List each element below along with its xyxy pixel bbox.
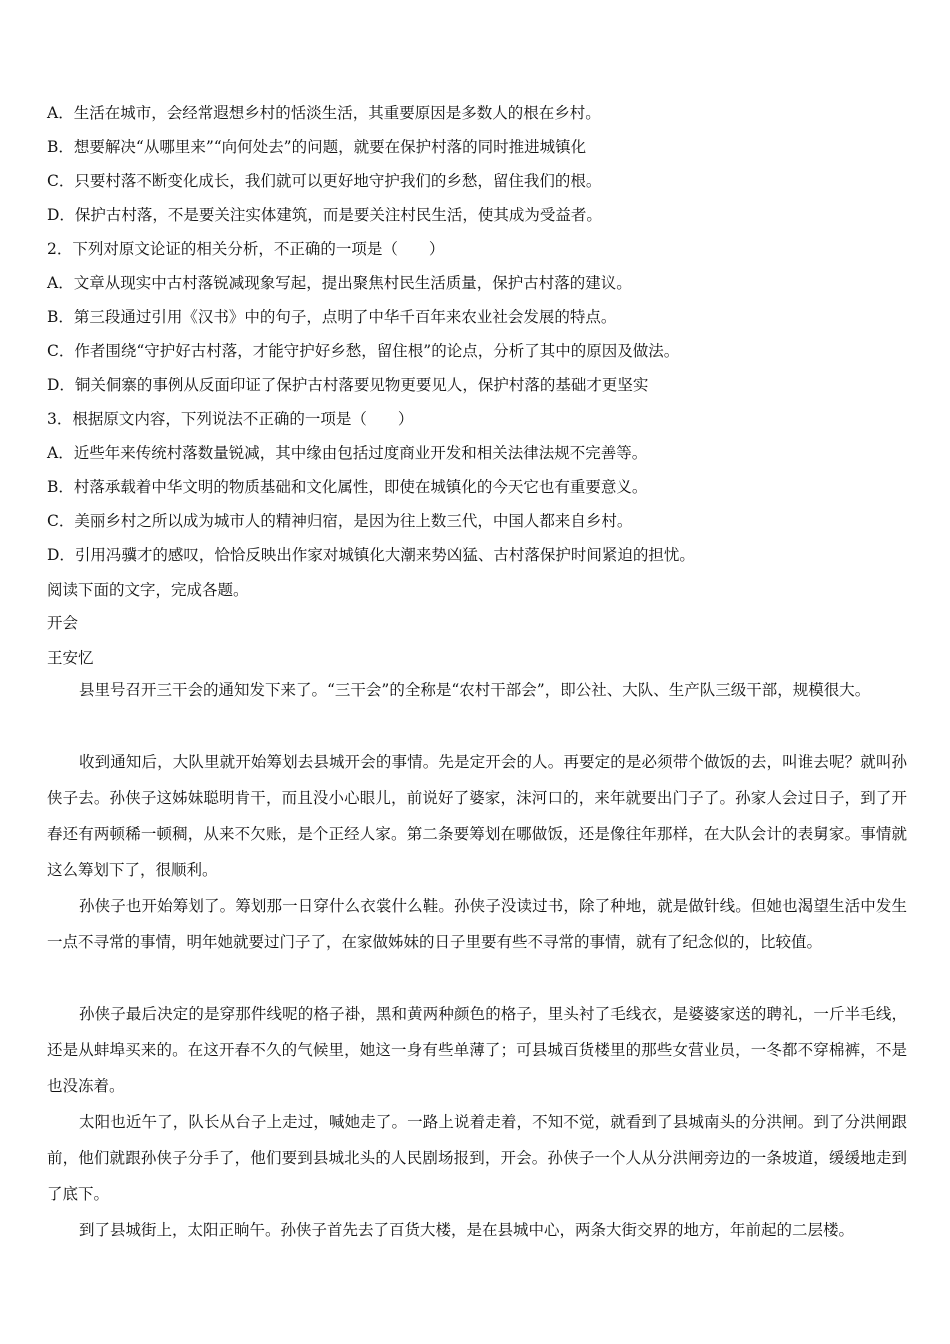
q1-option-d: D．保护古村落，不是要关注实体建筑，而是要关注村民生活，使其成为受益者。 [47,206,602,224]
q3-stem: 3．根据原文内容，下列说法不正确的一项是（ ） [47,410,414,428]
q3-option-b: B．村落承载着中华文明的物质基础和文化属性，即使在城镇化的今天它也有重要意义。 [47,478,648,496]
reading-paragraph: 收到通知后，大队里就开始筹划去县城开会的事情。先是定开会的人。再要定的是必须带个做饭的去，叫谁去呢？就叫孙侠子去。孙侠子这姊妹聪明肯干，而且没小心眼儿，前说好了婆家，沫河口的，来年就要出门子了。孙家人会过日子，到了开春还有两顿稀一顿稠，从来不欠账，是个正经人家。第二条要筹划在哪做饭，还是像往年那样，在大队会计的表舅家。事情就这么筹划下了，很顺利。 [47,753,907,879]
q2-option-d: D．铜关侗寨的事例从反面印证了保护古村落要见物更要见人，保护村落的基础才更坚实 [47,376,649,394]
reading-instruction: 阅读下面的文字，完成各题。 [47,581,249,599]
reading-paragraph: 孙侠子最后决定的是穿那件线呢的格子褂，黑和黄两种颜色的格子，里头衬了毛线衣，是婆婆家送的聘礼，一斤半毛线，还是从蚌埠买来的。在这开春不久的气候里，她这一身有些单薄了；可县城百货楼里的那些女营业员，一冬都不穿棉裤，不是也没冻着。 [47,1005,907,1095]
q3-option-c: C．美丽乡村之所以成为城市人的精神归宿，是因为往上数三代，中国人都来自乡村。 [47,512,633,530]
q3-option-a: A．近些年来传统村落数量锐减，其中缘由包括过度商业开发和相关法律法规不完善等。 [47,444,648,462]
q2-option-a: A．文章从现实中古村落锐减现象写起，提出聚焦村民生活质量，保护古村落的建议。 [47,274,632,292]
q1-option-b: B．想要解决“从哪里来”“向何处去”的问题，就要在保护村落的同时推进城镇化 [47,138,587,156]
q1-option-c: C．只要村落不断变化成长，我们就可以更好地守护我们的乡愁，留住我们的根。 [47,172,602,190]
reading-paragraph: 孙侠子也开始筹划了。筹划那一日穿什么衣裳什么鞋。孙侠子没读过书，除了种地，就是做针线。但她也渴望生活中发生一点不寻常的事情，明年她就要过门子了，在家做姊妹的日子里要有些不寻常的事情，就有了纪念似的，比较值。 [47,897,907,951]
reading-paragraph: 到了县城街上，太阳正晌午。孙侠子首先去了百货大楼，是在县城中心，两条大街交界的地方，年前起的二层楼。 [79,1221,855,1239]
q1-option-a: A．生活在城市，会经常遐想乡村的恬淡生活，其重要原因是多数人的根在乡村。 [47,104,601,122]
q2-stem: 2．下列对原文论证的相关分析，不正确的一项是（ ） [47,240,445,258]
reading-paragraph: 太阳也近午了，队长从台子上走过，喊她走了。一路上说着走着，不知不觉，就看到了县城南头的分洪闸。到了分洪闸跟前，他们就跟孙侠子分手了，他们要到县城北头的人民剧场报到，开会。孙侠子一个人从分洪闸旁边的一条坡道，缓缓地走到了底下。 [47,1113,907,1203]
q2-option-b: B．第三段通过引用《汉书》中的句子，点明了中华千百年来农业社会发展的特点。 [47,308,617,326]
q3-option-d: D．引用冯骥才的感叹，恰恰反映出作家对城镇化大潮来势凶猛、古村落保护时间紧迫的担忧。 [47,546,695,564]
reading-author: 王安忆 [47,649,94,667]
reading-paragraph: 县里号召开三干会的通知发下来了。“三干会”的全称是“农村干部会”，即公社、大队、生产队三级干部，规模很大。 [79,681,871,699]
reading-title: 开会 [47,614,79,632]
q2-option-c: C．作者围绕“守护好古村落，才能守护好乡愁，留住根”的论点，分析了其中的原因及做法。 [47,342,680,360]
